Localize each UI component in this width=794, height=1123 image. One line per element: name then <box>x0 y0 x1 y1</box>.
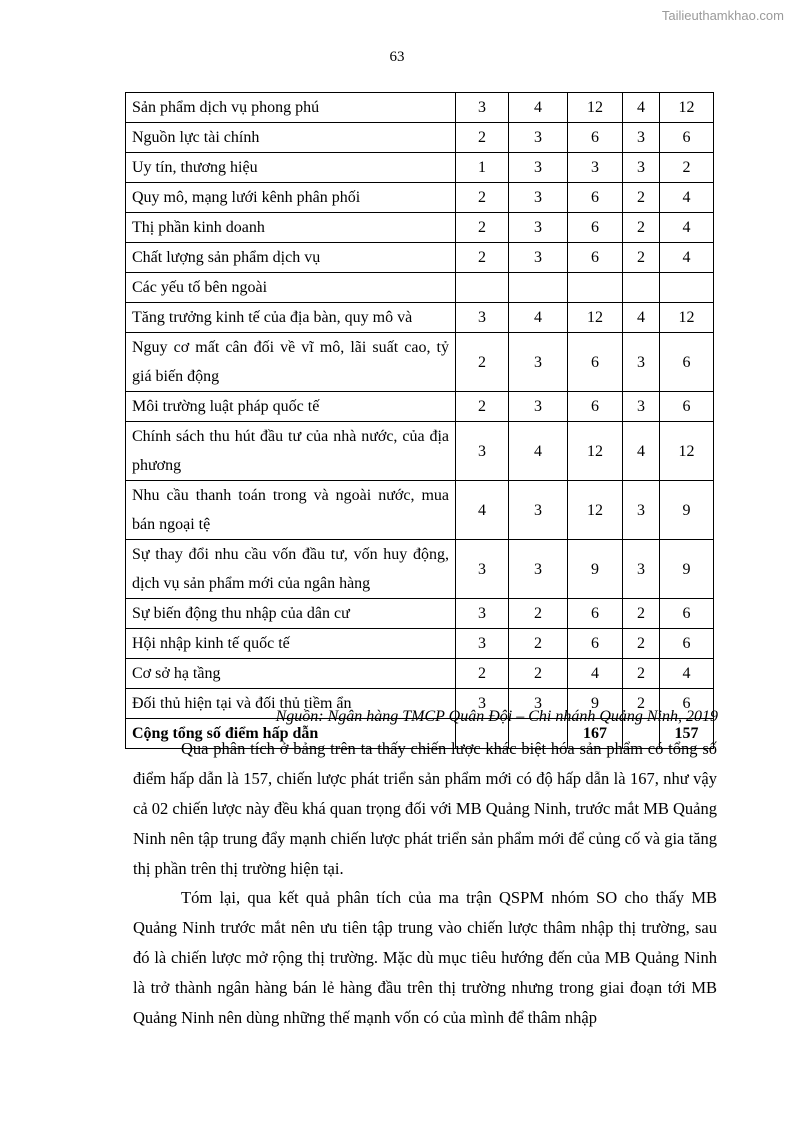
paragraph-conclusion: Tóm lại, qua kết quả phân tích của ma trận QSPM nhóm SO cho thấy MB Quảng Ninh trước mắt nên ưu tiên tập trung vào chiến lược thâm nhập thị trường, sau đó là chiến lược mở rộng thị trường. Mặc dù mục tiêu hướng đến của MB Quảng Ninh là trở thành ngân hàng bán lẻ hàng đầu trên thị trường nhưng trong giai đoạn tới MB Quảng Ninh nên dùng những thế mạnh vốn có của mình để thâm nhập <box>133 888 717 1027</box>
table-row <box>126 422 714 481</box>
score-cell-c3: 6 <box>568 183 623 213</box>
table-row <box>126 243 714 273</box>
table-row <box>126 333 714 392</box>
score-cell-c5: 6 <box>660 599 714 629</box>
table-source-note: Nguồn: Ngân hàng TMCP Quân Đội – Chi nhánh Quảng Ninh, 2019 <box>275 708 718 725</box>
score-cell-c4: 3 <box>623 333 660 392</box>
score-cell-c2: 3 <box>509 540 568 599</box>
score-cell-c2: 3 <box>509 392 568 422</box>
factor-label: Nhu cầu thanh toán trong và ngoài nước, mua bán ngoại tệ <box>126 481 456 540</box>
total-score-c3: 167 <box>568 719 623 749</box>
score-cell-c2: 3 <box>509 153 568 183</box>
score-cell-c4: 4 <box>623 93 660 123</box>
score-cell-c2 <box>509 273 568 303</box>
score-cell-c1: 2 <box>456 123 509 153</box>
factor-label: Hội nhập kinh tế quốc tế <box>126 629 456 659</box>
score-cell-c4: 2 <box>623 689 660 719</box>
score-cell-c5: 4 <box>660 659 714 689</box>
score-cell-c5: 12 <box>660 422 714 481</box>
score-cell-c3: 12 <box>568 481 623 540</box>
score-cell-c5: 6 <box>660 689 714 719</box>
score-cell-c2: 3 <box>509 123 568 153</box>
factor-label: Môi trường luật pháp quốc tế <box>126 392 456 422</box>
score-cell-c4: 3 <box>623 392 660 422</box>
factor-label: Sự thay đổi nhu cầu vốn đầu tư, vốn huy động, dịch vụ sản phẩm mới của ngân hàng <box>126 540 456 599</box>
score-cell-c2: 4 <box>509 303 568 333</box>
paragraph-analysis: Qua phân tích ở bảng trên ta thấy chiến lược khác biệt hóa sản phẩm có tổng số điểm hấp dẫn là 157, chiến lược phát triển sản phẩm mới có độ hấp dẫn là 167, như vậy cả 02 chiến lược này đều khá quan trọng đối với MB Quảng Ninh, trước mắt MB Quảng Ninh nên tập trung đẩy mạnh chiến lược phát triển sản phẩm mới để củng cố và gia tăng thị phần trên thị trường hiện tại. <box>133 739 717 878</box>
score-cell-c4: 2 <box>623 599 660 629</box>
table-row <box>126 540 714 599</box>
table-row <box>126 659 714 689</box>
score-cell-c1: 3 <box>456 689 509 719</box>
score-cell-c5: 4 <box>660 243 714 273</box>
score-cell-c2: 4 <box>509 93 568 123</box>
score-cell-c1: 2 <box>456 213 509 243</box>
score-cell-c2: 3 <box>509 183 568 213</box>
table-row <box>126 93 714 123</box>
score-cell-c2: 4 <box>509 422 568 481</box>
score-cell-c3: 9 <box>568 540 623 599</box>
factor-label: Cơ sở hạ tầng <box>126 659 456 689</box>
score-cell-c4: 2 <box>623 659 660 689</box>
score-cell-c4: 4 <box>623 422 660 481</box>
total-label: Cộng tổng số điểm hấp dẫn <box>126 719 456 749</box>
factor-label: Đối thủ hiện tại và đối thủ tiềm ẩn <box>126 689 456 719</box>
table-row <box>126 303 714 333</box>
score-cell-c1: 2 <box>456 659 509 689</box>
score-cell-c5: 12 <box>660 93 714 123</box>
score-cell-c2: 3 <box>509 689 568 719</box>
score-cell-c1: 2 <box>456 183 509 213</box>
qspm-table-body <box>126 93 714 749</box>
score-cell-c4: 3 <box>623 540 660 599</box>
score-cell-c1 <box>456 273 509 303</box>
factor-label: Thị phần kinh doanh <box>126 213 456 243</box>
table-row <box>126 273 714 303</box>
factor-label: Uy tín, thương hiệu <box>126 153 456 183</box>
score-cell-c2: 3 <box>509 481 568 540</box>
score-cell-c1: 3 <box>456 422 509 481</box>
score-cell-c4: 3 <box>623 481 660 540</box>
score-cell-c1: 3 <box>456 93 509 123</box>
table-row <box>126 183 714 213</box>
total-score-c5: 157 <box>660 719 714 749</box>
factor-label: Sản phẩm dịch vụ phong phú <box>126 93 456 123</box>
page-number: 63 <box>389 49 405 65</box>
score-cell-c5: 6 <box>660 333 714 392</box>
score-cell-c5: 4 <box>660 183 714 213</box>
score-cell-c1: 3 <box>456 599 509 629</box>
table-row <box>126 392 714 422</box>
score-cell-c3: 12 <box>568 422 623 481</box>
score-cell-c4 <box>623 273 660 303</box>
table-row <box>126 629 714 659</box>
score-cell-c3: 12 <box>568 93 623 123</box>
score-cell-c1: 4 <box>456 481 509 540</box>
score-cell-c3: 6 <box>568 243 623 273</box>
score-cell-c4: 2 <box>623 213 660 243</box>
score-cell-c5: 9 <box>660 481 714 540</box>
score-cell-c3 <box>568 273 623 303</box>
score-cell-c5: 12 <box>660 303 714 333</box>
table-row <box>126 481 714 540</box>
score-cell-c2: 2 <box>509 629 568 659</box>
factor-label: Nguồn lực tài chính <box>126 123 456 153</box>
score-cell-c3: 6 <box>568 599 623 629</box>
score-cell-c3: 6 <box>568 213 623 243</box>
score-cell-c3: 6 <box>568 392 623 422</box>
score-cell-c5: 6 <box>660 392 714 422</box>
score-cell-c5: 6 <box>660 123 714 153</box>
table-row <box>126 213 714 243</box>
factor-label: Các yếu tố bên ngoài <box>126 273 456 303</box>
score-cell-c5: 2 <box>660 153 714 183</box>
score-cell-c3: 6 <box>568 629 623 659</box>
score-cell-c1: 3 <box>456 629 509 659</box>
factor-label: Sự biến động thu nhập của dân cư <box>126 599 456 629</box>
score-cell-c1: 2 <box>456 333 509 392</box>
score-cell-c3: 9 <box>568 689 623 719</box>
score-cell-c4: 2 <box>623 629 660 659</box>
score-cell-c4: 2 <box>623 243 660 273</box>
watermark: Tailieuthamkhao.com <box>661 8 784 23</box>
qspm-table <box>125 92 714 749</box>
score-cell-c2: 3 <box>509 243 568 273</box>
table-row <box>126 123 714 153</box>
factor-label: Tăng trưởng kinh tế của địa bàn, quy mô và <box>126 303 456 333</box>
score-cell-c1: 2 <box>456 243 509 273</box>
score-cell-c5: 4 <box>660 213 714 243</box>
factor-label: Quy mô, mạng lưới kênh phân phối <box>126 183 456 213</box>
score-cell-c5: 9 <box>660 540 714 599</box>
score-cell-c3: 3 <box>568 153 623 183</box>
score-cell-c1: 1 <box>456 153 509 183</box>
score-cell-c2: 3 <box>509 213 568 243</box>
score-cell-c3: 6 <box>568 123 623 153</box>
score-cell-c4: 2 <box>623 183 660 213</box>
score-cell-c2: 3 <box>509 333 568 392</box>
score-cell-c2: 2 <box>509 599 568 629</box>
score-cell-c5: 6 <box>660 629 714 659</box>
score-cell-c4: 3 <box>623 123 660 153</box>
score-cell-c3: 4 <box>568 659 623 689</box>
factor-label: Nguy cơ mất cân đối về vĩ mô, lãi suất cao, tỷ giá biến động <box>126 333 456 392</box>
score-cell-c3: 12 <box>568 303 623 333</box>
factor-label: Chất lượng sản phẩm dịch vụ <box>126 243 456 273</box>
score-cell-c5 <box>660 273 714 303</box>
score-cell-c4: 3 <box>623 153 660 183</box>
score-cell-c3: 6 <box>568 333 623 392</box>
score-cell-c2: 2 <box>509 659 568 689</box>
score-cell-c1: 3 <box>456 540 509 599</box>
table-row <box>126 153 714 183</box>
factor-label: Chính sách thu hút đầu tư của nhà nước, của địa phương <box>126 422 456 481</box>
score-cell-c4: 4 <box>623 303 660 333</box>
score-cell-c1: 2 <box>456 392 509 422</box>
score-cell-c1: 3 <box>456 303 509 333</box>
table-row <box>126 599 714 629</box>
